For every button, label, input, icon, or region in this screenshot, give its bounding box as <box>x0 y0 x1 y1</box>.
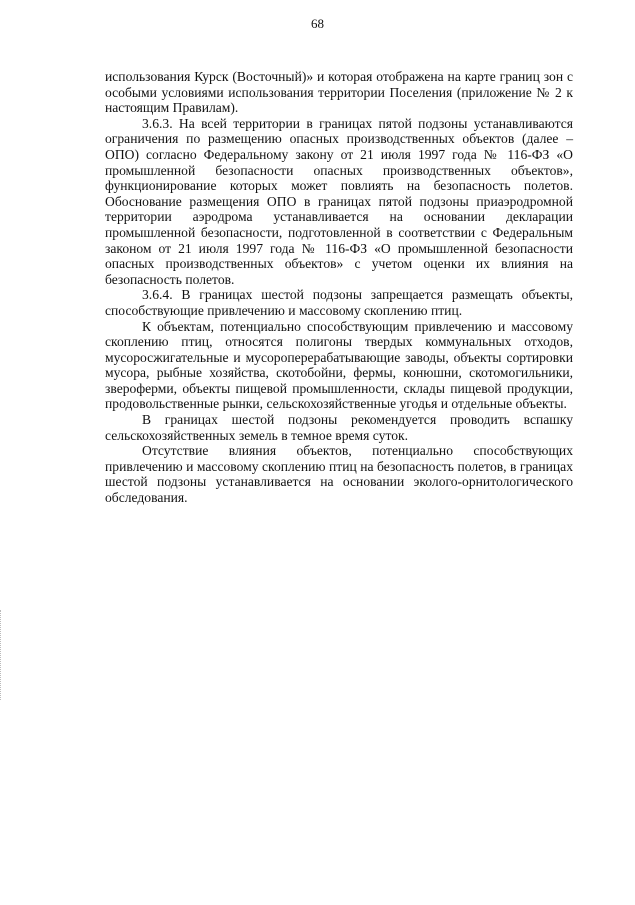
scan-edge-marks <box>0 610 7 700</box>
paragraph-3-6-4: 3.6.4. В границах шестой подзоны запрещается размещать объекты, способствующие привлечению и массовому скоплению птиц. <box>105 287 573 318</box>
paragraph-plowing-recommendation: В границах шестой подзоны рекомендуется проводить вспашку сельскохозяйственных земель в темное время суток. <box>105 412 573 443</box>
document-body <box>105 69 573 506</box>
paragraph-ornithological-survey: Отсутствие влияния объектов, потенциально способствующих привлечению и массовому скоплению птиц на безопасность полетов, в границах шестой подзоны устанавливается на основании эколого-орнитологического обследования. <box>105 443 573 506</box>
paragraph-bird-attracting-objects: К объектам, потенциально способствующим привлечению и массовому скоплению птиц, относятся полигоны твердых коммунальных отходов, мусоросжигательные и мусороперерабатывающие заводы, объекты сортировки мусора, рыбные хозяйства, скотобойни, фермы, конюшни, скотомогильники, звероферми, объекты пищевой промышленности, склады пищевой продукции, продовольственные рынки, сельскохозяйственные угодья и отдельные объекты. <box>105 318 573 412</box>
paragraph-continuation: использования Курск (Восточный)» и которая отображена на карте границ зон с особыми условиями использования территории Поселения (приложение № 2 к настоящим Правилам). <box>105 69 573 116</box>
page-number: 68 <box>311 16 324 31</box>
paragraph-3-6-3: 3.6.3. На всей территории в границах пятой подзоны устанавливаются ограничения по размещению опасных производственных объектов (далее – ОПО) согласно Федеральному закону от 21 июля 1997 года № 116-ФЗ «О промышленной безопасности опасных производственных объектов», функционирование которых может повлиять на безопасность полетов. Обоснование размещения ОПО в границах пятой подзоны приаэродромной территории аэродрома устанавливается на основании декларации промышленной безопасности, подготовленной в соответствии с Федеральным законом от 21 июля 1997 года № 116-ФЗ «О промышленной безопасности опасных производственных объектов» с учетом оценки их влияния на безопасность полетов. <box>105 115 573 287</box>
